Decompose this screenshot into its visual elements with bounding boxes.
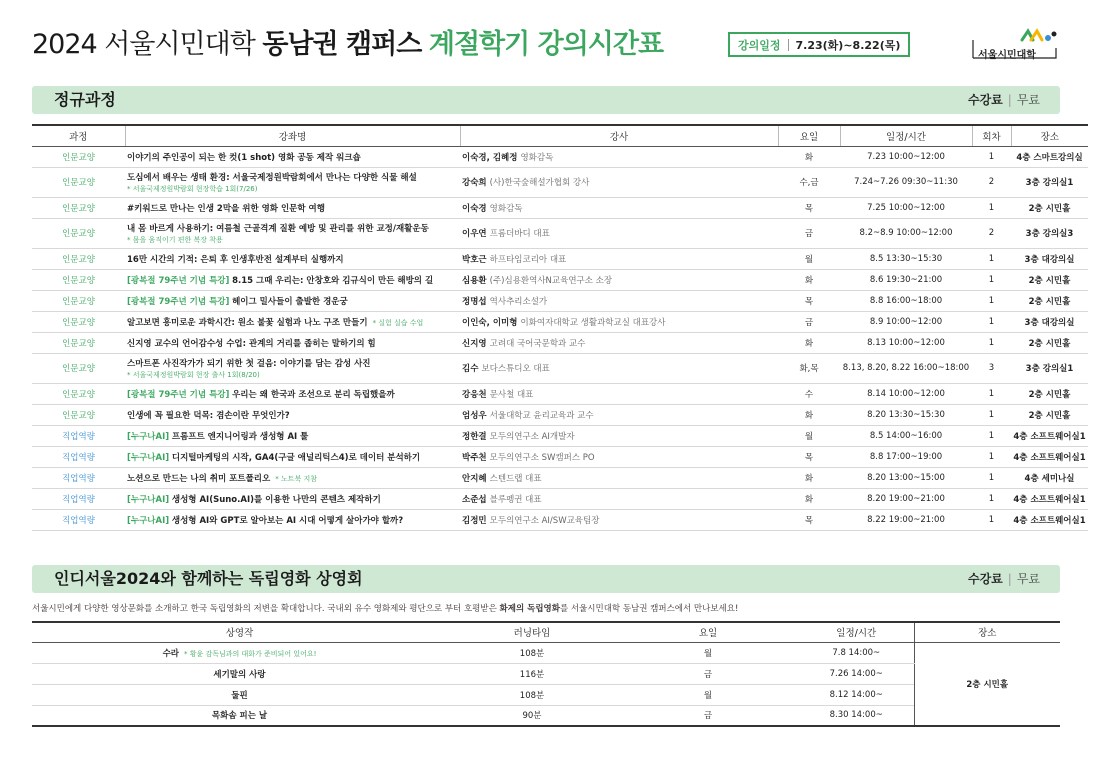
course-subnote: * 서울국제정원박람회 현장 출사 1회(8/20) [127,370,260,379]
course-category: 인문교양 [32,353,125,383]
instructor-cell [460,146,778,167]
col-header-instructor: 강사 [460,125,778,146]
course-note: * 노트북 지참 [275,474,317,483]
course-title: 노션으로 만드는 나의 취미 포트폴리오 [127,473,271,484]
film-schedule: 7.26 14:00~ [799,663,914,684]
course-category: 인문교양 [32,218,125,248]
course-title: 알고보면 흥미로운 과학시간: 원소 불꽃 실험과 나노 구조 만들기 [127,317,368,328]
course-location: 4층 소프트웨어실1 [1011,488,1088,509]
table-row [32,663,1060,684]
course-schedule: 8.20 13:00~15:00 [840,467,972,488]
course-title-cell [125,197,460,218]
course-title-cell [125,446,460,467]
instructor-name: 엄성우 [462,410,487,421]
period-label: 강의일정 [738,38,781,52]
course-title-line [127,359,371,369]
table-row [32,488,1088,509]
course-category: 직업역량 [32,467,125,488]
regular-course-table [32,124,1088,531]
course-sessions: 1 [972,383,1011,404]
film-schedule: 7.8 14:00~ [799,642,914,663]
fee-divider: | [1007,93,1012,107]
course-sessions: 3 [972,353,1011,383]
col-header-location: 장소 [914,622,1060,642]
course-location: 2층 시민홀 [1011,383,1088,404]
course-title-line [127,297,348,307]
desc-text-1: 서울시민에게 다양한 영상문화를 소개하고 한국 독립영화의 저변을 확대합니다. 국내외 유수 영화제와 평단으로 부터 호평받은 [32,604,500,614]
course-tag: [광복절 79주년 기념 특강] [127,275,230,286]
col-header-location: 장소 [1011,125,1088,146]
course-sessions: 1 [972,488,1011,509]
fee-value: 무료 [1016,572,1040,586]
course-day: 화 [778,269,840,290]
instructor-affiliation: 영화감독 [489,203,523,214]
table-row [32,425,1088,446]
col-header-schedule: 일정/시간 [799,622,914,642]
course-title-cell [125,290,460,311]
indie-section-header [32,565,1060,593]
course-day: 목 [778,446,840,467]
film-title: 둘핀 [231,690,248,701]
course-title-cell [125,509,460,530]
course-title-cell [125,404,460,425]
col-header-schedule: 일정/시간 [840,125,972,146]
course-category: 직업역량 [32,425,125,446]
col-header-runtime: 러닝타임 [447,622,617,642]
course-category: 인문교양 [32,146,125,167]
instructor-affiliation: 모두의연구소 AI/SW교육팀장 [489,515,600,526]
course-sessions: 1 [972,311,1011,332]
course-title-line [127,453,420,463]
desc-text-2: 를 서울시민대학 동남권 캠퍼스에서 만나보세요! [559,604,739,614]
course-day: 월 [778,248,840,269]
instructor-name: 김정민 [462,515,487,526]
course-title-cell [125,425,460,446]
col-header-course: 과정 [32,125,125,146]
instructor-cell [460,488,778,509]
table-row [32,248,1088,269]
col-header-day: 요일 [778,125,840,146]
instructor-cell [460,197,778,218]
course-day: 목 [778,509,840,530]
course-day: 금 [778,218,840,248]
indie-fee [968,571,1040,587]
course-schedule: 8.22 19:00~21:00 [840,509,972,530]
course-category: 인문교양 [32,383,125,404]
film-runtime: 116분 [447,663,617,684]
course-day: 화 [778,488,840,509]
course-title-cell [125,146,460,167]
instructor-affiliation: 서울대학교 윤리교육과 교수 [489,410,594,421]
course-category: 인문교양 [32,404,125,425]
course-title: 신지영 교수의 언어감수성 수업: 관계의 거리를 좁히는 말하기의 힘 [127,338,376,349]
desc-text-bold: 화제의 독립영화 [499,604,560,614]
course-title: 생성형 AI(Suno.AI)를 이용한 나만의 콘텐츠 제작하기 [171,494,381,505]
course-title: 8.15 그때 우리는: 안창호와 김규식이 만든 해방의 길 [232,275,434,286]
title-part-3: 계절학기 강의시간표 [428,29,664,60]
instructor-cell [460,467,778,488]
course-day: 화 [778,332,840,353]
course-schedule: 7.25 10:00~12:00 [840,197,972,218]
course-schedule: 8.5 14:00~16:00 [840,425,972,446]
course-title-line [127,318,423,328]
instructor-affiliation: 하프타임코리아 대표 [489,254,567,265]
regular-fee [968,92,1040,108]
course-title-line [127,432,308,442]
course-sessions: 2 [972,218,1011,248]
course-title-line [127,339,376,349]
course-day: 목 [778,197,840,218]
course-title-line [127,495,381,505]
instructor-name: 이숙경, 김혜정 [462,152,518,163]
instructor-cell [460,290,778,311]
course-schedule: 8.8 17:00~19:00 [840,446,972,467]
course-title: 이야기의 주인공이 되는 한 컷(1 shot) 영화 공동 제작 워크숍 [127,152,361,163]
instructor-affiliation: 고려대 국어국문학과 교수 [489,338,586,349]
course-schedule: 8.2~8.9 10:00~12:00 [840,218,972,248]
course-title-cell [125,269,460,290]
course-title-line [127,276,433,286]
period-divider [788,39,789,51]
course-title-line [127,411,290,421]
course-title-line [127,153,361,163]
course-sessions: 1 [972,446,1011,467]
course-tag: [광복절 79주년 기념 특강] [127,296,230,307]
course-tag: [누구나AI] [127,431,170,442]
instructor-name: 박호근 [462,254,487,265]
instructor-cell [460,446,778,467]
instructor-name: 이인숙, 이미형 [462,317,518,328]
table-header-row [32,622,1060,642]
instructor-affiliation: 문사철 대표 [489,389,534,400]
film-day: 금 [617,705,799,726]
course-title-cell [125,467,460,488]
instructor-name: 이우연 [462,229,487,239]
course-title-cell [125,167,460,197]
course-day: 화 [778,467,840,488]
instructor-cell [460,167,778,197]
period-badge [728,32,910,57]
course-day: 수,금 [778,167,840,197]
instructor-affiliation: 모두의연구소 SW캠퍼스 PO [489,452,595,463]
col-header-sessions: 회차 [972,125,1011,146]
course-day: 금 [778,311,840,332]
table-row [32,383,1088,404]
course-location: 4층 소프트웨어실1 [1011,425,1088,446]
film-title: 세기말의 사랑 [213,669,266,680]
table-row [32,353,1088,383]
course-schedule: 8.8 16:00~18:00 [840,290,972,311]
course-title: 내 몸 바르게 사용하기: 여름철 근골격계 질환 예방 및 관리를 위한 교정/재활운동 [127,223,429,234]
course-category: 직업역량 [32,509,125,530]
film-cell [32,705,447,726]
course-title-cell [125,311,460,332]
course-sessions: 1 [972,425,1011,446]
instructor-name: 박주천 [462,452,487,463]
page-title [32,26,663,64]
instructor-affiliation: 스텐드랩 대표 [489,473,542,484]
course-location: 2층 시민홀 [1011,269,1088,290]
title-part-1: 2024 서울시민대학 [32,29,255,60]
instructor-name: 강숙희 [462,178,487,188]
course-location: 3층 대강의실 [1011,248,1088,269]
film-schedule: 8.12 14:00~ [799,684,914,705]
course-title-line [127,516,403,526]
table-row [32,269,1088,290]
course-day: 화 [778,404,840,425]
table-row [32,642,1060,663]
course-title: 헤이그 밀사들이 출발한 경운궁 [232,296,348,307]
course-title-line [127,204,325,214]
film-runtime: 108분 [447,684,617,705]
course-category: 인문교양 [32,332,125,353]
course-subnote: * 서울국제정원박람회 현장학습 1회(7/26) [127,184,258,193]
table-row [32,467,1088,488]
instructor-name: 안지혜 [462,473,487,484]
course-day: 수 [778,383,840,404]
course-title: 디지털마케팅의 시작, GA4(구글 애널리틱스4)로 데이터 분석하기 [171,452,421,463]
course-sessions: 1 [972,248,1011,269]
course-location: 2층 시민홀 [1011,332,1088,353]
col-header-title: 강좌명 [125,125,460,146]
course-sessions: 1 [972,269,1011,290]
film-location: 2층 시민홀 [914,642,1060,726]
course-location: 2층 시민홀 [1011,404,1088,425]
table-row [32,446,1088,467]
instructor-name: 김수 [462,364,479,374]
instructor-name: 이숙경 [462,203,487,214]
course-location: 4층 소프트웨어실1 [1011,446,1088,467]
course-title-cell [125,332,460,353]
course-location: 4층 소프트웨어실1 [1011,509,1088,530]
course-title-cell [125,383,460,404]
course-location: 2층 시민홀 [1011,197,1088,218]
course-title-line [127,255,344,265]
film-day: 금 [617,663,799,684]
course-sessions: 1 [972,146,1011,167]
course-title-cell [125,218,460,248]
course-day: 화,목 [778,353,840,383]
course-tag: [누구나AI] [127,515,170,526]
course-sessions: 1 [972,197,1011,218]
instructor-cell [460,353,778,383]
course-schedule: 8.13 10:00~12:00 [840,332,972,353]
instructor-name: 소준섭 [462,494,487,505]
col-header-film: 상영작 [32,622,447,642]
table-row [32,146,1088,167]
logo-text: 서울시민대학 [978,50,1036,61]
table-row [32,332,1088,353]
course-sessions: 1 [972,404,1011,425]
course-title: 프롬프트 엔지니어링과 생성형 AI 툴 [171,431,309,442]
course-location: 3층 강의실1 [1011,353,1088,383]
course-schedule: 8.6 19:30~21:00 [840,269,972,290]
film-cell [32,684,447,705]
instructor-cell [460,425,778,446]
table-header-row [32,125,1088,146]
film-cell [32,663,447,684]
instructor-cell [460,311,778,332]
regular-section-title: 정규과정 [54,90,116,109]
instructor-affiliation: (주)심용환역사N교육연구소 소장 [489,275,613,286]
course-tag: [누구나AI] [127,452,170,463]
course-location: 2층 시민홀 [1011,290,1088,311]
title-part-2: 동남권 캠퍼스 [262,29,422,60]
course-tag: [광복절 79주년 기념 특강] [127,389,230,400]
fee-divider: | [1007,572,1012,586]
course-schedule: 7.24~7.26 09:30~11:30 [840,167,972,197]
film-runtime: 108분 [447,642,617,663]
course-title-line [127,173,417,183]
course-schedule: 8.9 10:00~12:00 [840,311,972,332]
course-category: 직업역량 [32,488,125,509]
instructor-name: 신지영 [462,338,487,349]
course-title: 생성형 AI와 GPT로 알아보는 AI 시대 어떻게 살아가야 할까? [171,515,404,526]
course-schedule: 8.13, 8.20, 8.22 16:00~18:00 [840,353,972,383]
course-category: 인문교양 [32,311,125,332]
course-category: 인문교양 [32,248,125,269]
instructor-affiliation: 프롬더바디 대표 [489,229,550,239]
course-title: 16만 시간의 기적: 은퇴 후 인생후반전 설계부터 실행까지 [127,254,344,265]
course-location: 4층 세미나실 [1011,467,1088,488]
course-day: 목 [778,290,840,311]
instructor-cell [460,248,778,269]
fee-label: 수강료 [967,93,1003,107]
instructor-name: 정명섭 [462,296,487,307]
course-schedule: 7.23 10:00~12:00 [840,146,972,167]
course-title-line [127,224,429,234]
course-schedule: 8.20 19:00~21:00 [840,488,972,509]
instructor-affiliation: 영화감독 [520,152,554,163]
table-row [32,684,1060,705]
table-row [32,705,1060,726]
course-category: 인문교양 [32,167,125,197]
instructor-cell [460,383,778,404]
course-location: 3층 강의실1 [1011,167,1088,197]
course-schedule: 8.5 13:30~15:30 [840,248,972,269]
film-day: 월 [617,684,799,705]
course-subnote: * 몸을 움직이기 편한 복장 착용 [127,235,223,244]
instructor-affiliation: 역사추리소설가 [489,296,548,307]
course-title-cell [125,488,460,509]
film-cell [32,642,447,663]
course-title-line [127,390,395,400]
table-row [32,218,1088,248]
indie-film-table [32,621,1060,727]
course-sessions: 1 [972,290,1011,311]
table-row [32,167,1088,197]
instructor-name: 정한결 [462,431,487,442]
course-title: 인생에 꼭 필요한 덕목: 겸손이란 무엇인가? [127,410,290,421]
table-row [32,509,1088,530]
instructor-affiliation: 이화여자대학교 생활과학교실 대표강사 [520,317,666,328]
fee-label: 수강료 [967,572,1003,586]
course-title: #키워드로 만나는 인생 2막을 위한 영화 인문학 여행 [127,203,325,214]
course-location: 3층 대강의실 [1011,311,1088,332]
film-note: * 황윤 감독님과의 대화가 준비되어 있어요! [184,649,317,658]
instructor-cell [460,269,778,290]
instructor-affiliation: 모두의연구소 AI개발자 [489,431,575,442]
instructor-cell [460,218,778,248]
instructor-name: 강응천 [462,389,487,400]
course-location: 4층 스마트강의실 [1011,146,1088,167]
course-day: 월 [778,425,840,446]
instructor-name: 심용환 [462,275,487,286]
table-row [32,290,1088,311]
course-title: 우리는 왜 한국과 조선으로 분리 독립했을까 [232,389,395,400]
course-title-cell [125,353,460,383]
film-title: 수라 [162,648,180,659]
indie-description [32,602,738,614]
course-category: 인문교양 [32,269,125,290]
instructor-affiliation: 보다스튜디오 대표 [481,364,550,374]
course-title: 스마트폰 사진작가가 되기 위한 첫 걸음: 이야기를 담는 감성 사진 [127,358,371,369]
indie-section-title: 인디서울2024와 함께하는 독립영화 상영회 [54,569,363,588]
fee-value: 무료 [1016,93,1040,107]
course-title-line [127,474,317,484]
col-header-day: 요일 [617,622,799,642]
course-sessions: 1 [972,509,1011,530]
film-schedule: 8.30 14:00~ [799,705,914,726]
course-sessions: 2 [972,167,1011,197]
course-note: * 실험 실습 수업 [372,318,424,327]
regular-section-header [32,86,1060,114]
film-runtime: 90분 [447,705,617,726]
course-category: 인문교양 [32,290,125,311]
instructor-affiliation: 블루펭귄 대표 [489,494,542,505]
course-schedule: 8.14 10:00~12:00 [840,383,972,404]
seoul-citizen-university-logo [970,28,1062,64]
course-sessions: 1 [972,332,1011,353]
course-tag: [누구나AI] [127,494,170,505]
period-value: 7.23(화)~8.22(목) [795,38,901,52]
film-title: 목화솜 피는 날 [211,711,268,722]
instructor-cell [460,404,778,425]
instructor-affiliation: (사)한국숲해설가협회 강사 [489,178,590,188]
table-row [32,197,1088,218]
course-category: 직업역량 [32,446,125,467]
course-sessions: 1 [972,467,1011,488]
film-day: 월 [617,642,799,663]
course-location: 3층 강의실3 [1011,218,1088,248]
course-title-cell [125,248,460,269]
table-row [32,311,1088,332]
course-category: 인문교양 [32,197,125,218]
instructor-cell [460,332,778,353]
course-day: 화 [778,146,840,167]
table-row [32,404,1088,425]
instructor-cell [460,509,778,530]
page-header [32,26,1062,66]
course-schedule: 8.20 13:30~15:30 [840,404,972,425]
course-title: 도심에서 배우는 생태 환경: 서울국제정원박람회에서 만나는 다양한 식물 해설 [127,172,417,183]
